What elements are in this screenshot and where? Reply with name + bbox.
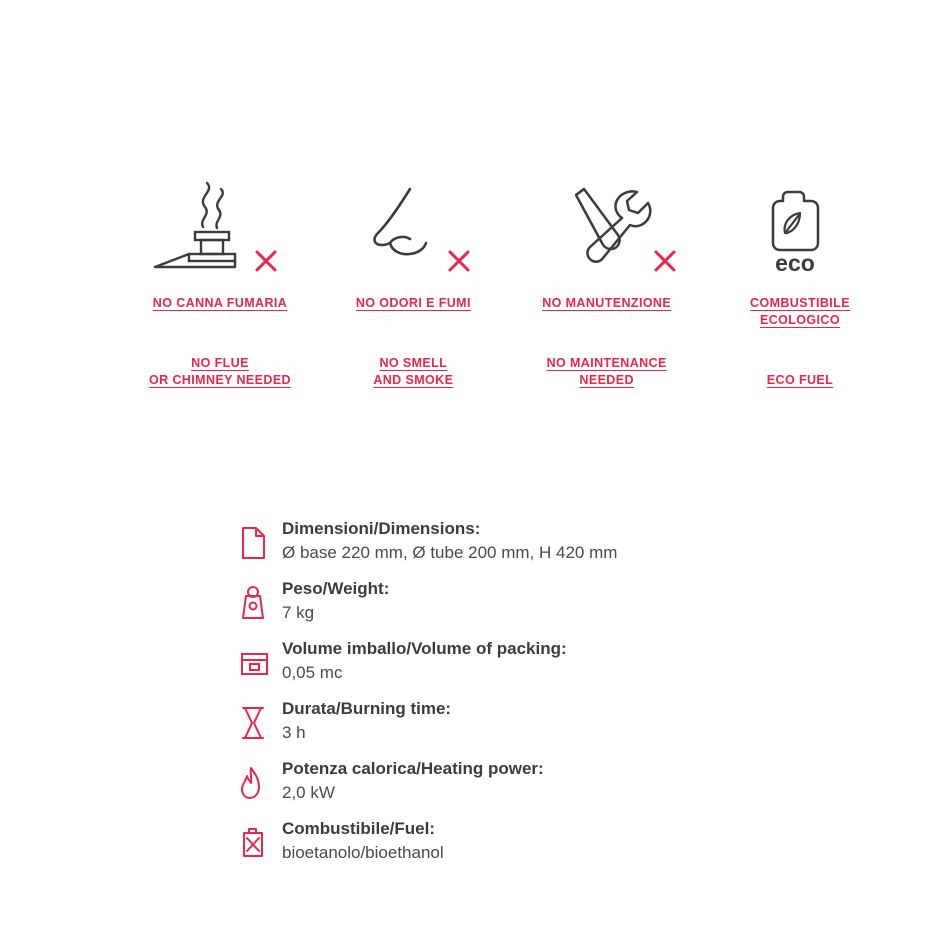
feature-label-it: NO MANUTENZIONE	[542, 296, 672, 310]
eco-icon-text: eco	[775, 250, 815, 275]
no-flue-icon	[130, 175, 310, 275]
spec-row	[238, 698, 838, 746]
spec-title: Volume imballo/Volume of packing:	[282, 639, 567, 658]
hourglass-icon	[238, 698, 282, 746]
feature-row	[130, 175, 890, 389]
spec-row	[238, 638, 838, 686]
spec-title: Combustibile/Fuel:	[282, 819, 435, 838]
feature-eco-fuel	[710, 175, 890, 389]
feature-no-flue	[130, 175, 310, 389]
spec-title: Potenza calorica/Heating power:	[282, 759, 544, 778]
spec-title: Durata/Burning time:	[282, 699, 452, 718]
no-maintenance-tools-icon	[517, 175, 697, 275]
spec-text	[282, 698, 451, 745]
feature-label-en: ECO FUEL	[766, 372, 834, 387]
feature-no-maintenance	[517, 175, 697, 389]
feature-label-en: NO SMELL AND SMOKE	[373, 355, 454, 387]
spec-row	[238, 578, 838, 626]
spec-text	[282, 518, 617, 565]
fuel-canister-icon	[238, 818, 282, 866]
spec-value: bioetanolo/bioethanol	[282, 842, 444, 862]
spec-title: Dimensioni/Dimensions:	[282, 519, 481, 538]
weight-scale-icon	[238, 578, 282, 626]
feature-label-it: NO ODORI E FUMI	[355, 296, 471, 310]
spec-text	[282, 758, 544, 805]
spec-value: 7 kg	[282, 602, 315, 622]
spec-text	[282, 638, 567, 685]
feature-no-smell	[323, 175, 503, 389]
spec-value: 3 h	[282, 722, 306, 742]
spec-value: Ø base 220 mm, Ø tube 200 mm, H 420 mm	[282, 542, 618, 562]
feature-label-it: NO CANNA FUMARIA	[152, 296, 288, 310]
spec-row	[238, 518, 838, 566]
feature-label-en: NO FLUE OR CHIMNEY NEEDED	[148, 355, 291, 387]
spec-value: 0,05 mc	[282, 662, 343, 682]
feature-label-it: COMBUSTIBILE ECOLOGICO	[750, 296, 850, 327]
spec-value: 2,0 kW	[282, 782, 335, 802]
spec-row	[238, 758, 838, 806]
dimensions-page-icon	[238, 518, 282, 566]
packing-box-icon	[238, 638, 282, 686]
spec-title: Peso/Weight:	[282, 579, 390, 598]
specification-list	[238, 518, 838, 878]
no-smell-nose-icon	[323, 175, 503, 275]
spec-text	[282, 818, 444, 865]
eco-fuel-can-icon	[710, 175, 890, 275]
flame-icon	[238, 758, 282, 806]
spec-row	[238, 818, 838, 866]
spec-text	[282, 578, 389, 625]
feature-label-en: NO MAINTENANCE NEEDED	[546, 355, 667, 387]
